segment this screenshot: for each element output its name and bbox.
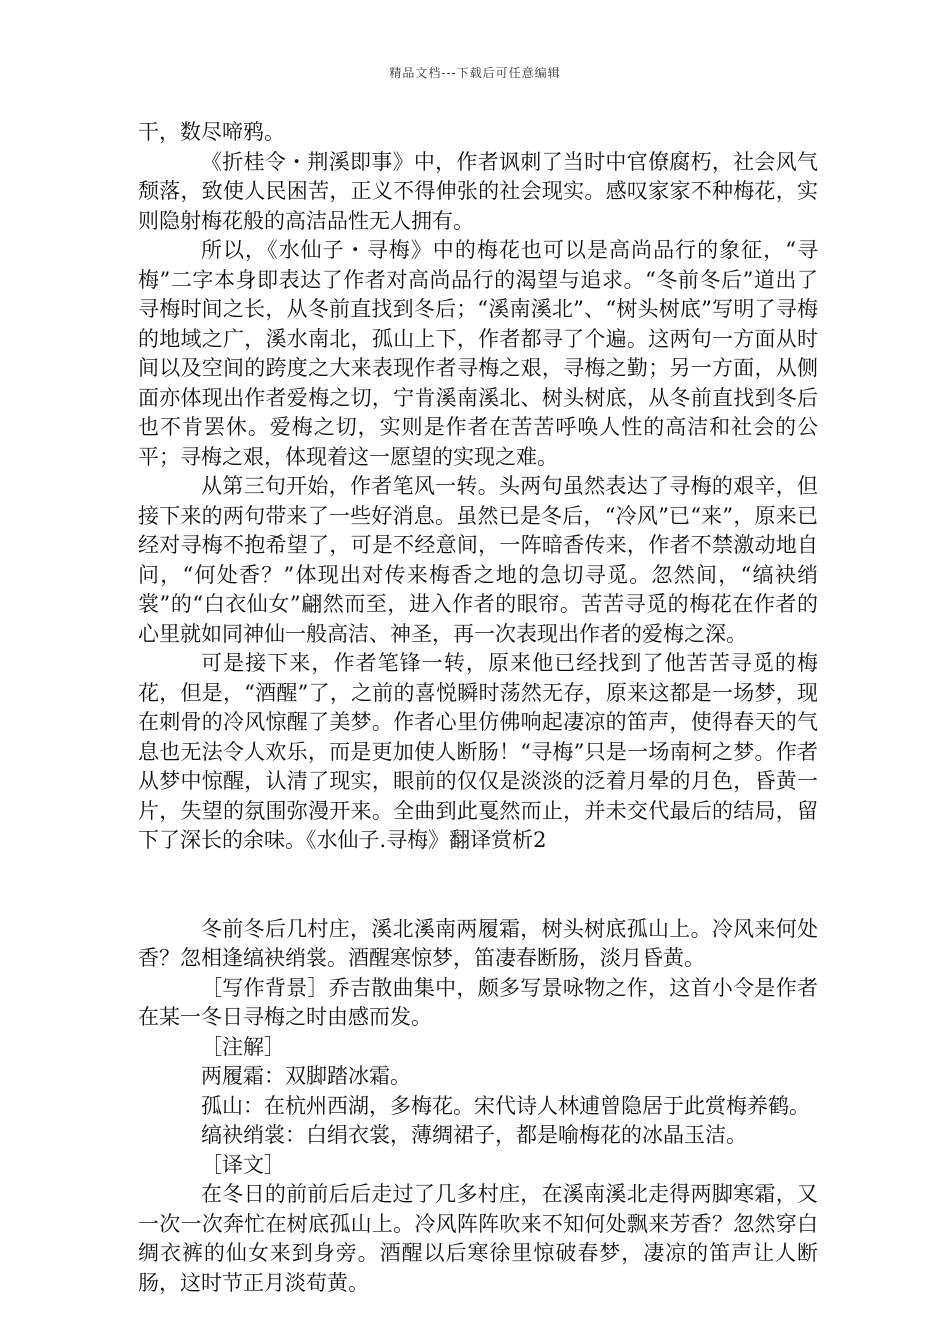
paragraph-third-line: 从第三句开始，作者笔风一转。头两句虽然表达了寻梅的艰辛，但接下来的两句带来了一些好消息。虽然已是冬后，“冷风”已“来”，原来已经对寻梅不抱希望了，可是不经意间，一阵暗香传来，作者不禁激动地自问，“何处香？”体现出对传来梅香之地的急切寻觅。忽然间，“缟袂绡裳”的“白衣仙女”翩然而至，进入作者的眼帘。苦苦寻觅的梅花在作者的心里就如同神仙一般高洁、神圣，再一次表现出作者的爱梅之深。 — [138, 474, 818, 646]
paragraph-xunmei-symbol: 所以，《水仙子・寻梅》中的梅花也可以是高尚品行的象征，“寻梅”二字本身即表达了作者对高尚品行的渴望与追求。“冬前冬后”道出了寻梅时间之长，从冬前直找到冬后；“溪南溪北”、“树头树底”写明了寻梅的地域之广，溪水南北，孤山上下，作者都寻了个遍。这两句一方面从时间以及空间的跨度之大来表现作者寻梅之艰，寻梅之勤；另一方面，从侧面亦体现出作者爱梅之切，宁肯溪南溪北、树头树底，从冬前直找到冬后也不肯罢休。爱梅之切，实则是作者在苦苦呼唤人性的高洁和社会的公平；寻梅之艰，体现着这一愿望的实现之难。 — [138, 238, 818, 469]
poem-text: 冬前冬后几村庄，溪北溪南两履霜，树头树底孤山上。冷风来何处香？忽相逢缟袂绡裳。酒醒寒惊梦，笛凄春断肠，淡月昏黄。 — [138, 916, 818, 970]
section-gap — [138, 856, 818, 915]
paragraph-continuation: 干，数尽啼鸦。 — [138, 120, 285, 144]
page-header: 精品文档---下载后可任意编辑 — [389, 66, 561, 80]
paragraph-zheguiling: 《折桂令・荆溪即事》中，作者讽刺了当时中官僚腐朽，社会风气颓落，致使人民困苦，正义不得伸张的社会现实。感叹家家不种梅花，实则隐射梅花般的高洁品性无人拥有。 — [138, 149, 818, 233]
translation-heading: ［译文］ — [201, 1152, 285, 1177]
writing-background: ［写作背景］乔吉散曲集中，颇多写景咏物之作，这首小令是作者在某一冬日寻梅之时由感而发。 — [138, 975, 818, 1029]
note-gushan: 孤山：在杭州西湖，多梅花。宋代诗人林逋曾隐居于此赏梅养鹤。 — [201, 1093, 810, 1118]
note-gaomei: 缟袂绡裳：白绢衣裳，薄绸裙子，都是喻梅花的冰晶玉洁。 — [201, 1123, 747, 1147]
translation-text: 在冬日的前前后后走过了几多村庄，在溪南溪北走得两脚寒霜，又一次一次奔忙在树底孤山上。冷风阵阵吹来不知何处飘来芳香？忽然穿白绸衣裤的仙女来到身旁。酒醒以后寒徐里惊破春梦，凄凉的笛声让人断肠，这时节正月淡荀黄。 — [138, 1182, 818, 1295]
document-body — [138, 118, 818, 1298]
paragraph-dream: 可是接下来，作者笔锋一转，原来他已经找到了他苦苦寻觅的梅花，但是，“酒醒”了，之前的喜悦瞬时荡然无存，原来这都是一场梦，现在刺骨的冷风惊醒了美梦。作者心里仿佛响起凄凉的笛声，使得春天的气息也无法令人欢乐，而是更加使人断肠！“寻梅”只是一场南柯之梦。作者从梦中惊醒，认清了现实，眼前的仅仅是淡淡的泛着月晕的月色，昏黄一片，失望的氛围弥漫开来。全曲到此戛然而止，并未交代最后的结局，留下了深长的余味。《水仙子.寻梅》翻译赏析2 — [138, 651, 818, 852]
note-lvshuang: 两履霜：双脚踏冰霜。 — [201, 1064, 411, 1088]
notes-heading: ［注解］ — [201, 1034, 285, 1059]
